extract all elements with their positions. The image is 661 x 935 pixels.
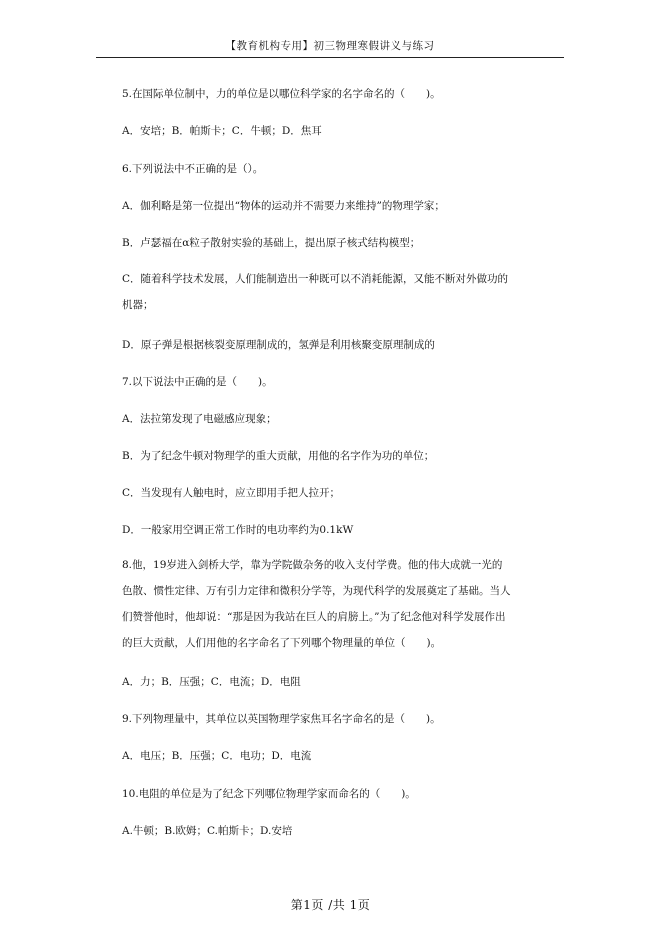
question-7-option-b: B．为了纪念牛顿对物理学的重大贡献，用他的名字作为功的单位； [122,450,435,462]
question-10-stem: 10.电阻的单位是为了纪念下列哪位物理学家而命名的（ )。 [122,788,416,800]
question-8-stem [122,552,512,656]
question-6-option-c [122,266,512,318]
question-6-stem: 6.下列说法中不正确的是（）。 [122,163,264,175]
question-8-options: A．力；B．压强；C．电流；D．电阻 [122,676,301,688]
question-7-option-c: C．当发现有人触电时，应立即用手把人拉开； [122,487,341,499]
question-9-stem: 9.下列物理量中，其单位以英国物理学家焦耳名字命名的是（ )。 [122,713,441,725]
question-10-options: A.牛顿；B.欧姆；C.帕斯卡；D.安培 [122,825,293,837]
question-5-options: A．安培；B．帕斯卡；C．牛顿；D．焦耳 [122,125,322,137]
page-number-footer: 第1页 /共 1页 [290,898,371,912]
question-5-stem: 5.在国际单位制中，力的单位是以哪位科学家的名字命名的（ )。 [122,88,441,100]
question-8-stem-text: 8.他，19岁进入剑桥大学，靠为学院做杂务的收入支付学费。他的伟大成就一光的色散、惯性定律、万有引力定律和微积分学等，为现代科学的发展奠定了基础。当人们赞誉他时，他却说：“那是因为我站在巨人的肩膀上。”为了纪念他对科学发展作出的巨大贡献，人们用他的名字命名了下列哪个物理量的单位（ )。 [122,559,511,649]
question-7-stem: 7.以下说法中正确的是（ )。 [122,376,273,388]
question-7-option-d: D．一般家用空调正常工作时的电功率约为0.1kW [122,524,354,536]
question-6-option-b: B．卢瑟福在α粒子散射实验的基础上，提出原子核式结构模型； [122,237,421,249]
question-7-option-a: A．法拉第发现了电磁感应现象； [122,413,277,425]
running-header: 【教育机构专用】初三物理寒假讲义与练习 [96,38,564,58]
question-6-option-a: A．伽利略是第一位提出“物体的运动并不需要力来维持”的物理学家； [122,200,445,212]
question-9-options: A．电压；B．压强；C．电功；D．电流 [122,750,312,762]
question-6-option-c-text: C．随着科学技术发展，人们能制造出一种既可以不消耗能源，又能不断对外做功的机器； [122,273,509,311]
question-6-option-d: D．原子弹是根据核裂变原理制成的，氢弹是利用核聚变原理制成的 [122,339,435,351]
